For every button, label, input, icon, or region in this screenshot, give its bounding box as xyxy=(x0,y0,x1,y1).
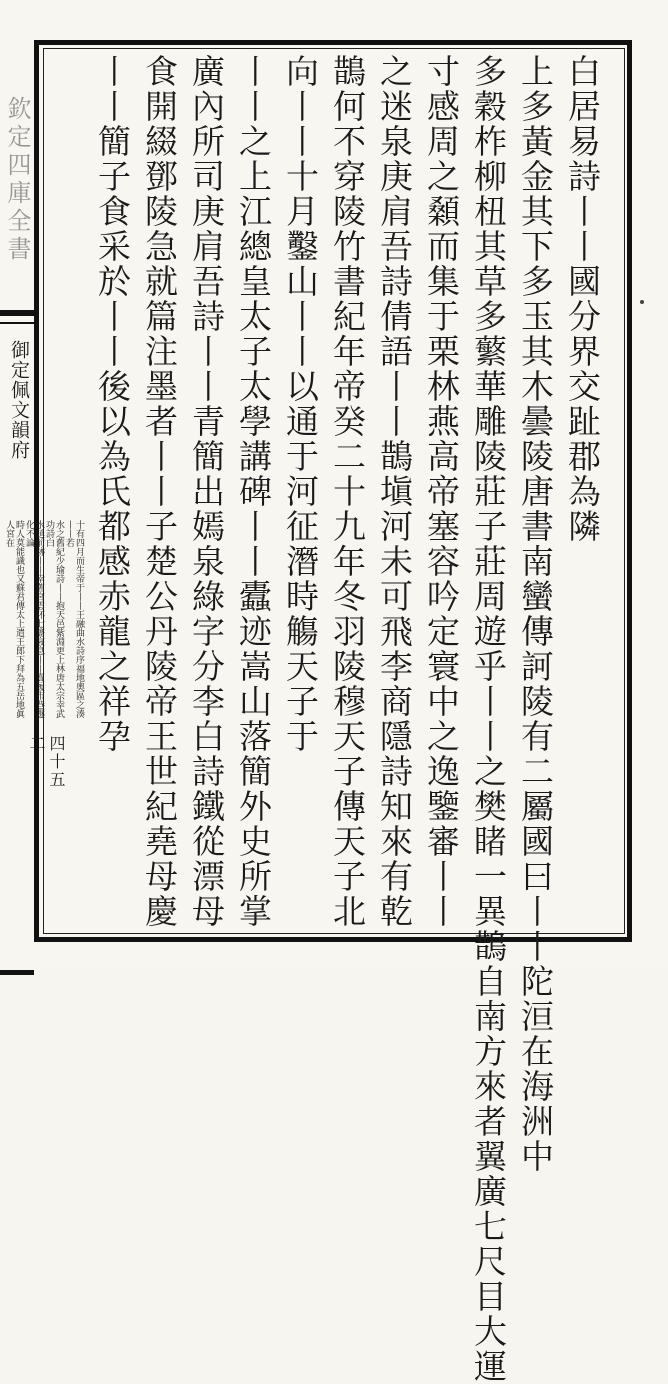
text-column-7: 向丨丨十月鑿山丨丨以通于河征潛時觴天子于 xyxy=(281,54,320,754)
text-column-5: 之迷泉庚肩吾詩倩語丨丨鵲塡河未可飛李商隱詩知來有乾 xyxy=(375,54,414,929)
gutter-divider-thin xyxy=(0,322,34,324)
text-column-1: 白居易詩丨丨國分界交趾郡為隣 xyxy=(563,54,602,544)
continuation-line: 水之舊紀少瑜詩丨丨抱天邑紫淵更上林唐太宗幸武功詩白 xyxy=(44,520,64,718)
gutter-book-title: 御定佩文韻府 xyxy=(8,340,30,460)
gutter-foot-bar xyxy=(0,970,34,975)
margin-dot xyxy=(640,300,644,304)
continuation-lines xyxy=(4,520,84,720)
text-column-9: 廣內所司庚肩吾詩丨丨青簡出嫣泉綠字分李白詩鐵從漂母 xyxy=(187,54,226,929)
text-column-8: 丨丨之上江總皇太子太學講碑丨丨蠹迹嵩山落簡外史所掌 xyxy=(234,54,273,929)
page-number: 四十五二 xyxy=(27,735,66,789)
page-gutter xyxy=(0,40,34,942)
text-column-6: 鵲何不穿陵竹書紀年帝癸二十九年冬羽陵穆天子傳天子北 xyxy=(328,54,367,929)
continuation-line: 時人莫能識也又蘇君傳太上遣王郎下拜為五岳地眞人宮在 xyxy=(4,520,24,718)
text-column-4: 寸感周之顙而集于栗林燕高帝塞容吟定寰中之逸鑒審丨丨 xyxy=(422,54,461,929)
text-column-11: 丨丨簡子食采於丨丨後以為氏都感赤龍之祥孕 xyxy=(93,54,132,754)
gutter-series-title: 欽定四庫全書 xyxy=(3,96,31,264)
text-column-10: 食開綴鄧陵急就篇注墨者丨丨子楚公丹陵帝王世紀堯母慶 xyxy=(140,54,179,929)
continuation-line: 十有四月而生帝于丨丨王融曲水詩序福地奧區之湊丨丨若 xyxy=(64,520,84,718)
gutter-divider xyxy=(0,310,34,316)
continuation-line: 水延前跡丨丨幸舊宮雲㳅七䉢寢息丨丨賣履市巷遯化不論 xyxy=(24,520,44,718)
text-column-2: 上多黃金其下多玉其木曇陵唐書南蠻傳訶陵有二屬國曰丨丨陀洹在海洲中 xyxy=(516,54,555,1174)
text-column-3: 多穀柞柳杻其草多蘩華雕陵莊子莊周遊乎丨丨之樊睹一異鵲自南方來者翼廣七尺目大運 xyxy=(469,54,508,1384)
